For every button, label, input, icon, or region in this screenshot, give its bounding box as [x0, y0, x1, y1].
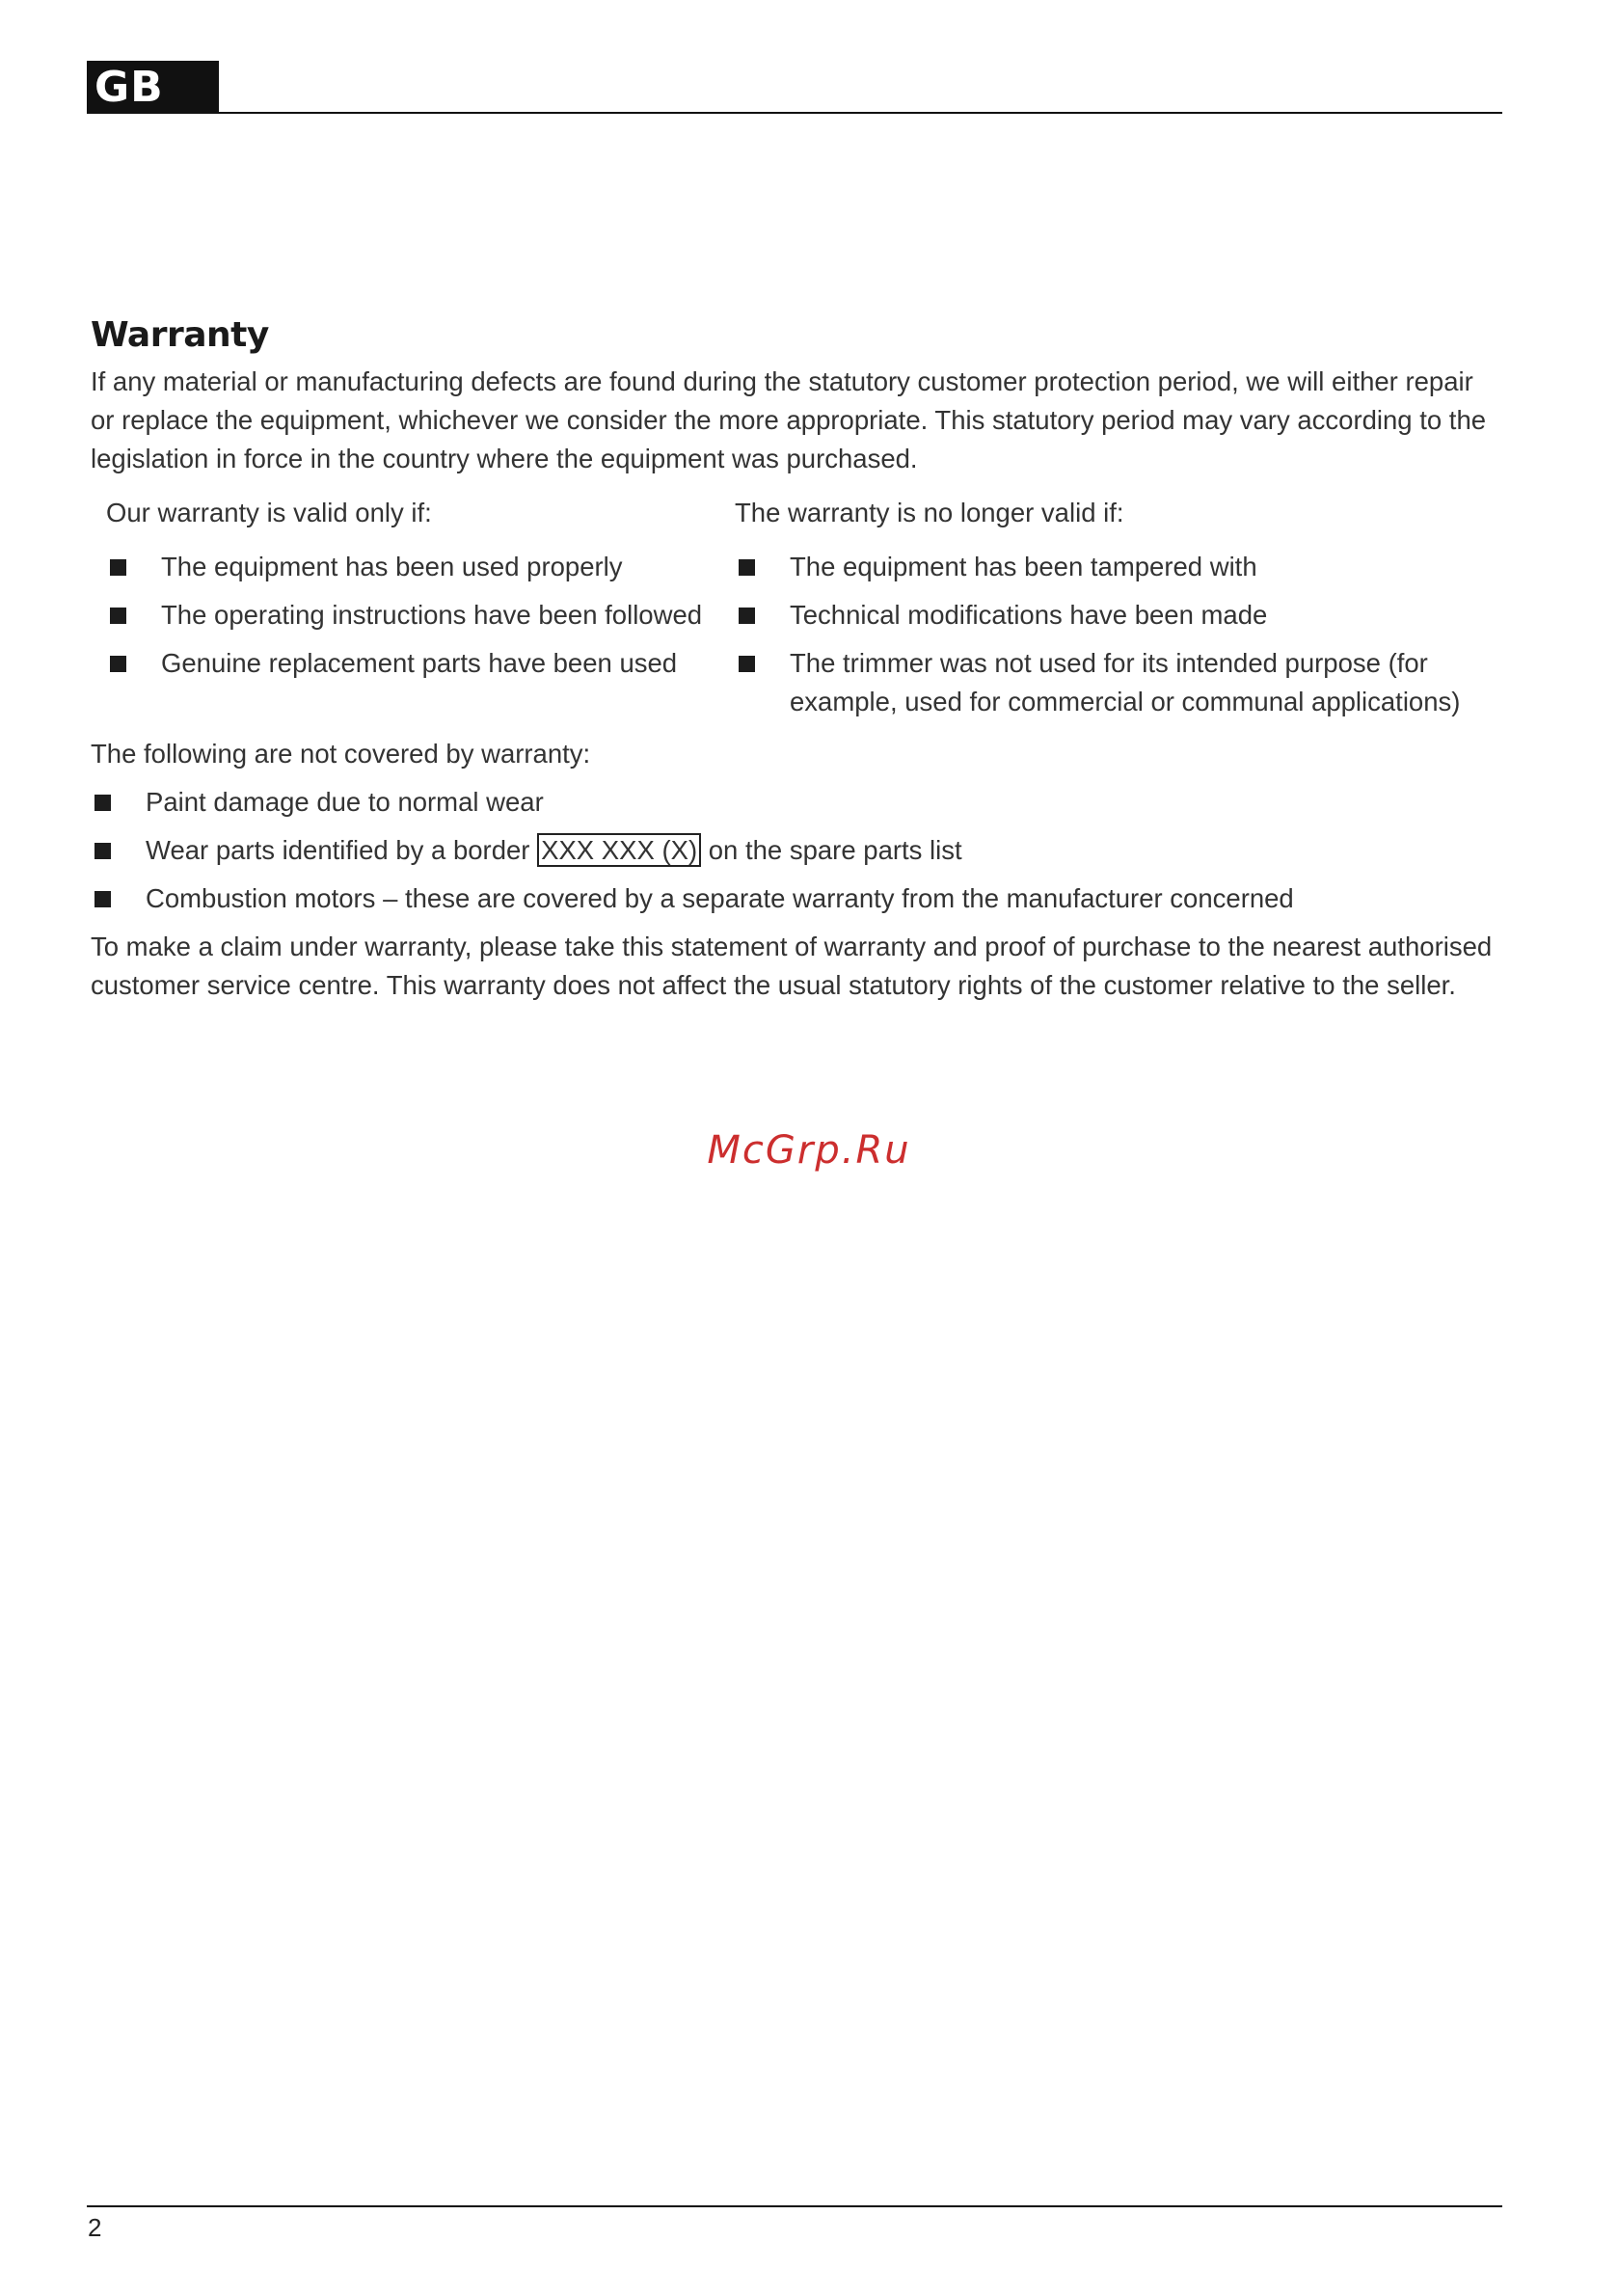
- valid-list: [106, 548, 735, 683]
- list-item-text: The trimmer was not used for its intended purpose (for example, used for commercial or communal applications): [790, 648, 1461, 716]
- valid-heading: Our warranty is valid only if:: [106, 498, 432, 527]
- list-item: [106, 644, 735, 683]
- list-item: [735, 548, 1498, 586]
- list-item-text-before: Wear parts identified by a border: [146, 835, 538, 865]
- list-item: [91, 879, 1498, 918]
- square-bullet-icon: [110, 559, 126, 576]
- square-bullet-icon: [110, 656, 126, 672]
- header-rule: [87, 112, 1502, 114]
- validity-columns: [91, 494, 1498, 731]
- warranty-section: [91, 309, 1498, 1005]
- list-item: [735, 596, 1498, 635]
- square-bullet-icon: [94, 891, 111, 907]
- language-badge: GB: [87, 61, 219, 114]
- invalid-column: [735, 494, 1498, 731]
- list-item: [106, 548, 735, 586]
- invalid-heading: The warranty is no longer valid if:: [735, 498, 1124, 527]
- not-covered-heading: The following are not covered by warranty:: [91, 739, 591, 769]
- square-bullet-icon: [94, 843, 111, 859]
- list-item-text: Genuine replacement parts have been used: [161, 648, 678, 678]
- square-bullet-icon: [739, 656, 755, 672]
- square-bullet-icon: [94, 795, 111, 811]
- list-item: [106, 596, 735, 635]
- square-bullet-icon: [110, 608, 126, 624]
- list-item-text-after: on the spare parts list: [701, 835, 962, 865]
- square-bullet-icon: [739, 559, 755, 576]
- intro-paragraph: If any material or manufacturing defects are found during the statutory customer protection period, we will either repair or replace the equipment, whichever we consider the more appropriate. This statutory period may vary according to the legislation in force in the country where the equipment was purchased.: [91, 366, 1487, 473]
- footer-rule: [87, 2205, 1502, 2207]
- list-item-text: Paint damage due to normal wear: [146, 787, 544, 817]
- list-item-text: The equipment has been tampered with: [790, 552, 1257, 581]
- list-item: [91, 783, 1498, 822]
- valid-column: [91, 494, 735, 731]
- square-bullet-icon: [739, 608, 755, 624]
- watermark-text: McGrp.Ru: [707, 1128, 911, 1173]
- list-item-text: The operating instructions have been followed: [161, 600, 703, 630]
- list-item: [735, 644, 1498, 721]
- part-number-border-example: XXX XXX (X): [537, 833, 701, 867]
- list-item-text: The equipment has been used properly: [161, 552, 623, 581]
- page-number: 2: [88, 2213, 102, 2242]
- invalid-list: [735, 548, 1498, 721]
- list-item-text: Technical modifications have been made: [790, 600, 1268, 630]
- not-covered-list: [91, 783, 1498, 918]
- section-title: Warranty: [91, 315, 269, 355]
- list-item: [91, 831, 1498, 870]
- closing-paragraph: To make a claim under warranty, please take this statement of warranty and proof of purchase to the nearest authorised customer service centre. This warranty does not affect the usual statutory rights of the customer relative to the seller.: [91, 932, 1493, 1000]
- list-item-text: Combustion motors – these are covered by a separate warranty from the manufacturer concerned: [146, 883, 1294, 913]
